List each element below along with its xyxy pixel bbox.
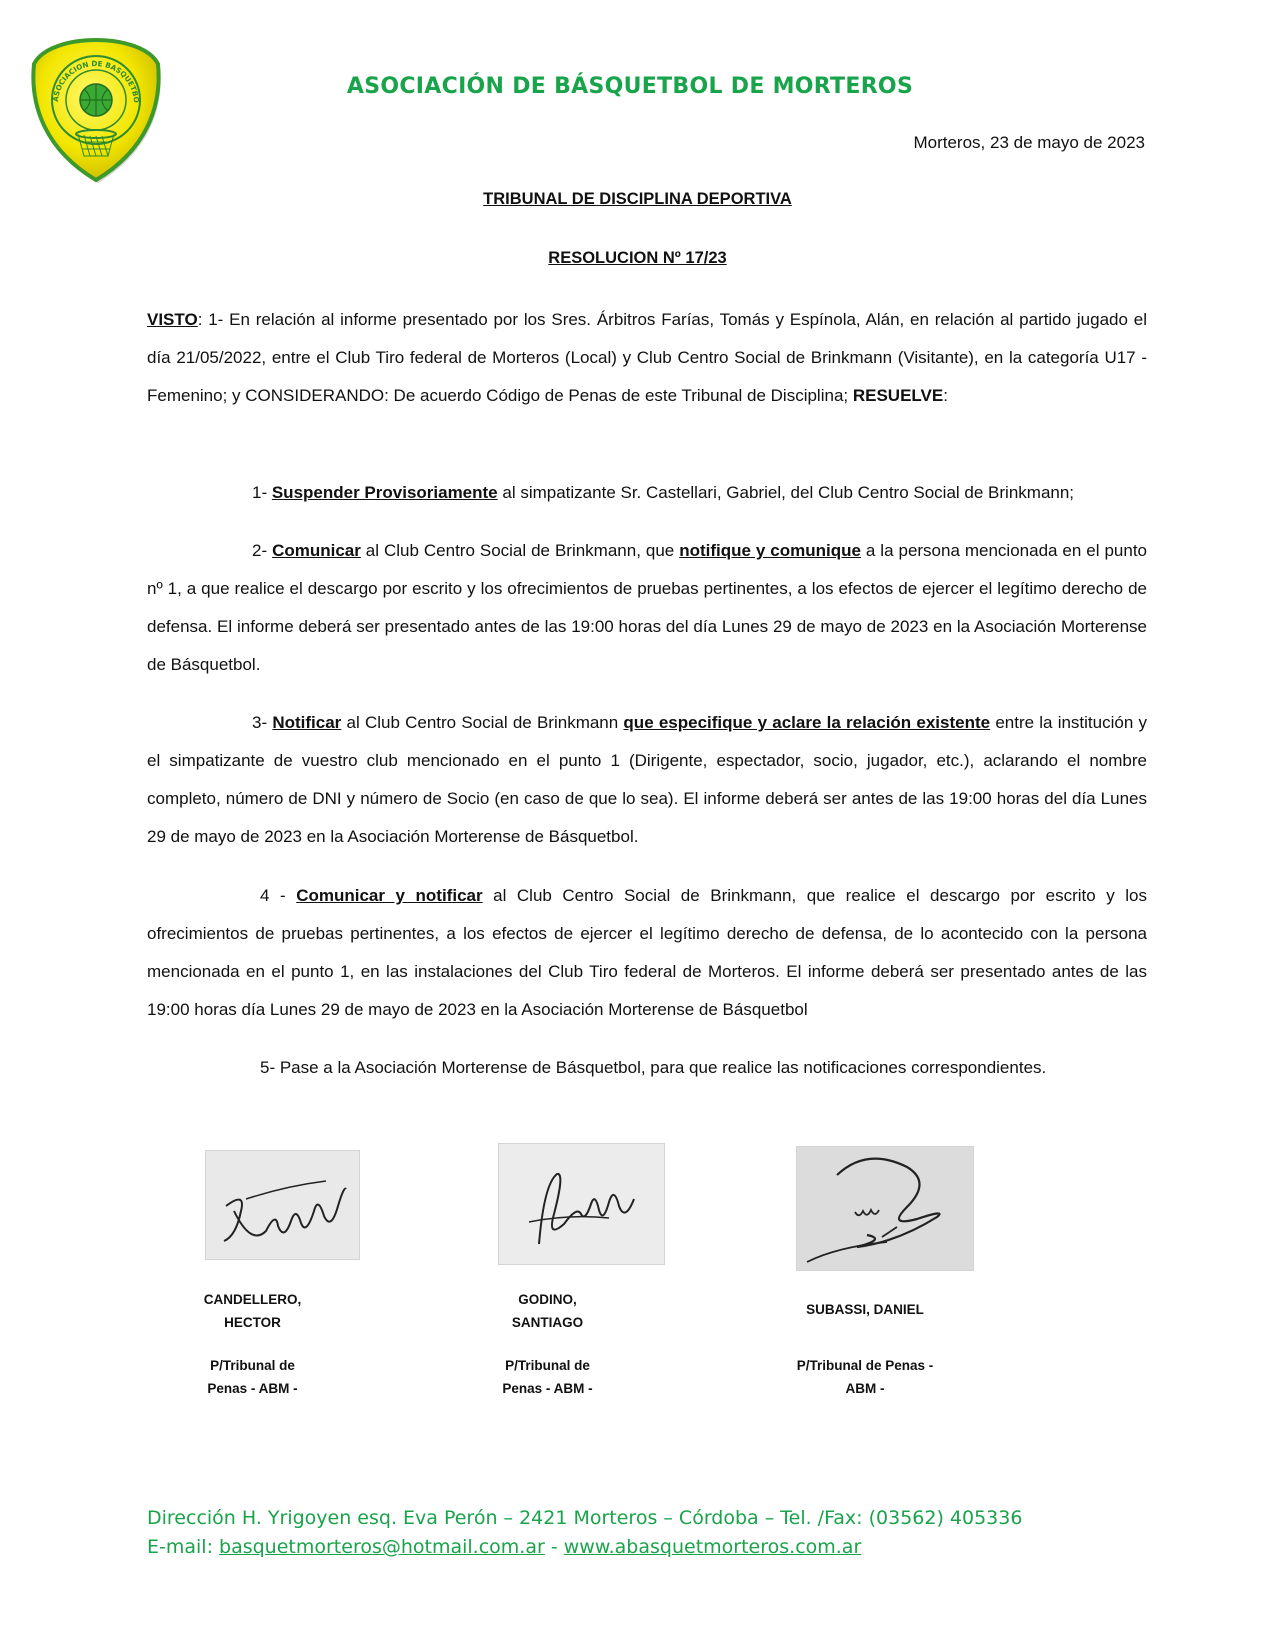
association-logo [28,34,164,184]
footer-address: Dirección H. Yrigoyen esq. Eva Perón – 2421 Morteros – Córdoba – Tel. /Fax: (03562) 405336 [147,1507,1023,1529]
signature-image-candellero [205,1150,360,1260]
item-number: 2- [252,541,273,560]
visto-paragraph [147,301,1147,415]
item-number: 1- [252,483,272,502]
item-action-secondary: que especifique y aclare la relación existente [623,713,991,732]
logo-text: ASOCIACION DE BASQUETBO [51,58,142,104]
signatory-role-1: P/Tribunal de Penas - ABM - [207,1358,298,1396]
organization-title: ASOCIACIÓN DE BÁSQUETBOL DE MORTEROS [346,74,914,99]
item-text: al Club Centro Social de Brinkmann, que realice el descargo por escrito y los ofrecimientos de pruebas pertinentes, a los efectos de ejercer el legítimo derecho de defensa, de lo acontecido con la persona mencionada en el punto 1, en las instalaciones del Club Tiro federal de Morteros. El informe deberá ser presentado antes de las 19:00 horas día Lunes 29 de mayo de 2023 en la Asociación Morterense de Básquetbol [147,886,1148,1019]
signatory-role-3: P/Tribunal de Penas - ABM - [796,1358,934,1396]
basketball-icon [80,84,112,116]
signature-image-subassi [796,1146,974,1271]
item-action-secondary: notifique y comunique [679,541,861,560]
item-action: Comunicar y notificar [296,886,483,905]
footer-links [147,1533,1022,1562]
signatory-name-2: GODINO, SANTIAGO [511,1292,584,1330]
resolution-heading: RESOLUCION Nº 17/23 [548,249,727,267]
item-action: Comunicar [272,541,361,560]
signatory-name-3: SUBASSI, DANIEL [806,1302,924,1317]
item-text: 5- Pase a la Asociación Morterense de Básquetbol, para que realice las notificaciones correspondientes. [260,1058,1047,1077]
resolution-item-5 [147,1049,1147,1087]
resuelve-colon: : [943,386,948,405]
email-label: E-mail: [147,1536,220,1558]
item-text: a la persona mencionada en el punto nº 1, a que realice el descargo por escrito y los ofrecimientos de pruebas pertinentes, a los efectos de ejercer el legítimo derecho de defensa. El informe deberá ser presentado antes de las 19:00 horas del día Lunes 29 de mayo de 2023 en la Asociación Morterense de Básquetbol. [147,541,1147,674]
item-text: al Club Centro Social de Brinkmann, que [360,541,680,560]
tribunal-heading: TRIBUNAL DE DISCIPLINA DEPORTIVA [483,190,792,208]
signatory-name-1: CANDELLERO, HECTOR [203,1292,302,1330]
website-link[interactable]: www.abasquetmorteros.com.ar [563,1536,862,1558]
email-link[interactable]: basquetmorteros@hotmail.com.ar [219,1536,545,1558]
item-number: 4 - [260,886,297,905]
item-number: 3- [252,713,273,732]
item-text: al simpatizante Sr. Castellari, Gabriel, del Club Centro Social de Brinkmann; [497,483,1075,502]
visto-text: : 1- En relación al informe presentado por los Sres. Árbitros Farías, Tomás y Espínola, Alán, en relación al partido jugado el día 21/05/2022, entre el Club Tiro federal de Morteros (Local) y Club Centro Social de Brinkmann (Visitante), en la categoría U17 - Femenino; y CONSIDERANDO: De acuerdo Código de Penas de este Tribunal de Disciplina; [147,310,1147,405]
item-text: entre la institución y el simpatizante de vuestro club mencionado en el punto 1 (Dirigente, espectador, socio, jugador, etc.), aclarando el nombre completo, número de DNI y número de Socio (en caso de que lo sea). El informe deberá ser antes de las 19:00 horas del día Lunes 29 de mayo de 2023 en la Asociación Morterense de Básquetbol. [147,713,1148,846]
document-date: Morteros, 23 de mayo de 2023 [913,133,1145,152]
signatory-role-2: P/Tribunal de Penas - ABM - [502,1358,593,1396]
visto-label: VISTO [147,310,198,329]
resolution-item-3 [147,704,1147,856]
resolution-item-4 [147,877,1147,1029]
item-action: Suspender Provisoriamente [271,483,498,502]
footer-contact [147,1504,1022,1562]
resolution-item-2 [147,532,1147,684]
item-action: Notificar [272,713,342,732]
signature-image-godino [498,1143,665,1265]
resuelve-label: RESUELVE [852,386,944,405]
item-text: al Club Centro Social de Brinkmann [341,713,624,732]
footer-separator: - [544,1536,564,1558]
resolution-item-1 [147,474,1147,512]
